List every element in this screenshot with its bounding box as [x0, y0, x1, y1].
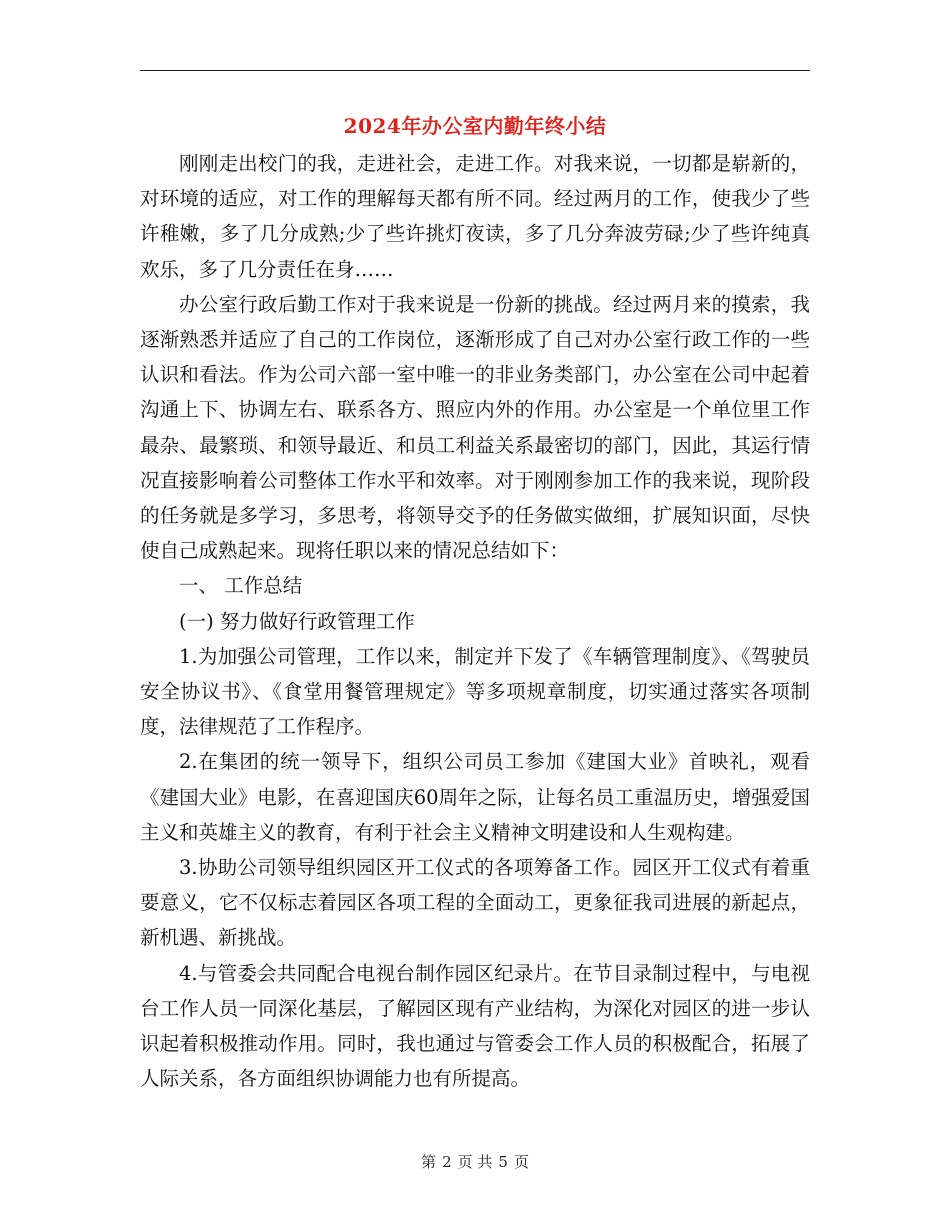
page-number-footer — [140, 1150, 810, 1174]
paragraph-challenge: 办公室行政后勤工作对于我来说是一份新的挑战。经过两月来的摸索，我逐渐熟悉并适应了自己的工作岗位，逐渐形成了自己对办公室行政工作的一些认识和看法。作为公司六部一室中唯一的非业务类部门，办公室在公司中起着沟通上下、协调左右、联系各方、照应内外的作用。办公室是一个单位里工作最杂、最繁琐、和领导最近、和员工利益关系最密切的部门，因此，其运行情况直接影响着公司整体工作水平和效率。对于刚刚参加工作的我来说，现阶段的任务就是多学习，多思考，将领导交予的任务做实做细，扩展知识面，尽快使自己成熟起来。现将任职以来的情况总结如下： — [140, 292, 810, 563]
footer-suffix: 页 — [513, 1153, 529, 1171]
list-item-4: 4.与管委会共同配合电视台制作园区纪录片。在节目录制过程中，与电视台工作人员一同深化基层，了解园区现有产业结构，为深化对园区的进一步认识起着积极推动作用。同时，我也通过与管委会工作人员的积极配合，拓展了人际关系，各方面组织协调能力也有所提高。 — [140, 961, 810, 1091]
footer-prefix: 第 — [421, 1153, 437, 1171]
section-heading: 一、 工作总结 — [179, 574, 303, 598]
list-item-2: 2.在集团的统一领导下，组织公司员工参加《建国大业》首映礼，观看《建国大业》电影，在喜迎国庆60周年之际，让每名员工重温历史，增强爱国主义和英雄主义的教育，有利于社会主义精神文明建设和人生观构建。 — [140, 750, 810, 844]
document-title: 2024年办公室内勤年终小结 — [343, 114, 607, 138]
footer-current-page: 2 — [442, 1153, 452, 1171]
subsection-heading: (一) 努力做好行政管理工作 — [179, 609, 415, 633]
footer-mid: 页 共 — [457, 1153, 493, 1171]
list-item-1: 1.为加强公司管理，工作以来，制定并下发了《车辆管理制度》、《驾驶员安全协议书》、《食堂用餐管理规定》等多项规章制度，切实通过落实各项制度，法律规范了工作程序。 — [140, 644, 810, 739]
footer-total-pages: 5 — [498, 1153, 508, 1171]
list-item-3: 3.协助公司领导组织园区开工仪式的各项筹备工作。园区开工仪式有着重要意义，它不仅标志着园区各项工程的全面动工，更象征我司进展的新起点，新机遇、新挑战。 — [140, 856, 810, 950]
document-body — [140, 146, 810, 1096]
header-rule — [140, 70, 810, 71]
paragraph-intro: 刚刚走出校门的我，走进社会，走进工作。对我来说，一切都是崭新的，对环境的适应，对工作的理解每天都有所不同。经过两月的工作，使我少了些许稚嫩，多了几分成熟;少了些许挑灯夜读，多了几分奔波劳碌;少了些许纯真欢乐，多了几分责任在身…… — [140, 152, 810, 281]
